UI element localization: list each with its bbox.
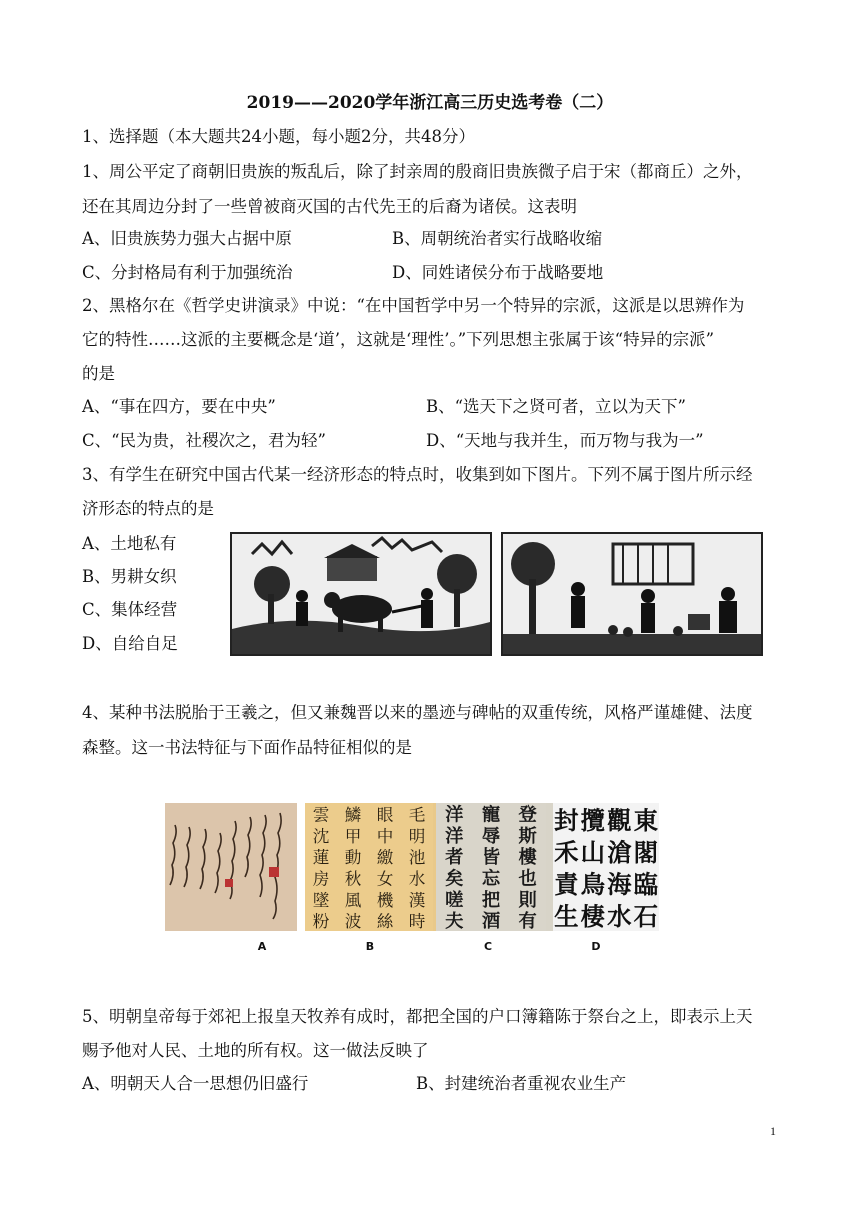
calligraphy-char: 洋: [445, 804, 464, 826]
calligraphy-char: 中: [376, 826, 394, 846]
calligraphy-char: 棲: [580, 902, 606, 931]
calligraphy-char: 明: [408, 826, 426, 846]
calligraphy-caption-d: D: [591, 940, 601, 953]
calligraphy-char: 海: [607, 870, 632, 900]
calligraphy-caption-a: A: [257, 940, 267, 953]
calligraphy-char: 池: [408, 848, 426, 868]
calligraphy-char: 有: [518, 911, 537, 931]
calligraphy-char: 樓: [518, 847, 537, 869]
question-3-option-c: C、集体经营: [82, 600, 178, 619]
question-3-stem-line1: 3、有学生在研究中国古代某一经济形态的特点时，收集到如下图片。下列不属于图片所示经: [82, 465, 753, 484]
question-3-stem-line2: 济形态的特点的是: [82, 499, 214, 518]
calligraphy-char: 臨: [633, 870, 659, 900]
calligraphy-char: 粉: [312, 912, 330, 931]
calligraphy-char: 登: [518, 804, 537, 826]
calligraphy-char: 墜: [312, 890, 330, 910]
question-2-option-c: C、“民为贵，社稷次之，君为轻”: [82, 431, 326, 450]
calligraphy-sample-b: [305, 803, 437, 931]
calligraphy-char: 皆: [481, 847, 501, 869]
calligraphy-char: 忘: [481, 868, 501, 890]
calligraphy-char: 沈: [312, 826, 330, 846]
question-2-option-d: D、“天地与我并生，而万物与我为一”: [426, 431, 704, 450]
calligraphy-char: 生: [554, 902, 579, 931]
calligraphy-char: 責: [554, 870, 579, 900]
calligraphy-char: 水: [607, 902, 632, 931]
calligraphy-char: 鱗: [344, 805, 362, 825]
calligraphy-char: 觀: [607, 806, 632, 836]
calligraphy-char: 女: [376, 869, 394, 889]
question-1-option-a: A、旧贵族势力强大占据中原: [82, 229, 292, 248]
calligraphy-char: 夫: [445, 911, 464, 931]
calligraphy-d-chars: [553, 803, 659, 931]
calligraphy-b-chars: [305, 803, 433, 931]
question-2-option-b: B、“选天下之贤可者，立以为天下”: [426, 397, 686, 416]
calligraphy-caption-c: C: [483, 940, 493, 953]
calligraphy-char: 蓮: [312, 848, 330, 868]
question-2-stem-line1: 2、黑格尔在《哲学史讲演录》中说：“在中国哲学中另一个特异的宗派，这派是以思辨作为: [82, 296, 745, 315]
page-title: 2019——2020学年浙江高三历史选考卷（二）: [246, 93, 614, 113]
calligraphy-c-chars: [436, 803, 546, 931]
question-2-stem-line2: 它的特性……这派的主要概念是‘道’，这就是‘理性’。”下列思想主张属于该“特异的宗派”: [82, 330, 715, 349]
calligraphy-char: 寵: [481, 804, 501, 826]
question-4-stem-line1: 4、某种书法脱胎于王羲之，但又兼魏晋以来的墨迹与碑帖的双重传统，风格严谨雄健、法度: [82, 703, 753, 722]
calligraphy-sample-a: [165, 803, 297, 931]
question-2-option-a: A、“事在四方，要在中央”: [82, 397, 276, 416]
question-1-stem-line2: 还在其周边分封了一些曾被商灭国的古代先王的后裔为诸侯。这表明: [82, 197, 577, 216]
calligraphy-char: 甲: [344, 826, 362, 846]
calligraphy-char: 封: [554, 806, 579, 836]
calligraphy-char: 毛: [408, 805, 426, 825]
calligraphy-char: 酒: [481, 911, 501, 931]
question-3-option-d: D、自给自足: [82, 634, 178, 653]
calligraphy-char: 閣: [633, 838, 659, 868]
calligraphy-sample-d: [553, 803, 659, 931]
calligraphy-char: 眼: [376, 805, 394, 825]
calligraphy-sample-c: [436, 803, 568, 931]
calligraphy-char: 繳: [376, 848, 394, 868]
calligraphy-char: 山: [580, 838, 606, 868]
calligraphy-char: 秋: [344, 869, 362, 889]
papercut-weaving-image: [501, 532, 763, 656]
question-4-stem-line2: 森整。这一书法特征与下面作品特征相似的是: [82, 738, 412, 757]
question-2-stem-line3: 的是: [82, 364, 115, 383]
calligraphy-char: 則: [518, 889, 537, 911]
calligraphy-char: 辱: [481, 825, 501, 847]
question-5-option-a: A、明朝天人合一思想仍旧盛行: [82, 1074, 309, 1093]
calligraphy-char: 東: [633, 806, 659, 836]
question-1-option-c: C、分封格局有利于加强统治: [82, 263, 293, 282]
question-3-option-a: A、土地私有: [82, 534, 177, 553]
calligraphy-char: 鳥: [580, 870, 606, 900]
question-1-option-d: D、同姓诸侯分布于战略要地: [392, 263, 604, 282]
question-5-option-b: B、封建统治者重视农业生产: [416, 1074, 627, 1093]
calligraphy-char: 漢: [408, 890, 426, 910]
calligraphy-char: 攬: [580, 806, 606, 836]
calligraphy-char: 波: [344, 912, 362, 931]
calligraphy-char: 風: [344, 890, 362, 910]
section-heading: 1、选择题（本大题共24小题，每小题2分，共48分）: [82, 127, 475, 146]
question-3-option-b: B、男耕女织: [82, 567, 177, 586]
calligraphy-char: 禾: [554, 838, 579, 868]
calligraphy-char: 雲: [312, 805, 330, 825]
calligraphy-char: 把: [481, 889, 501, 911]
calligraphy-char: 時: [408, 912, 426, 931]
calligraphy-char: 斯: [518, 825, 537, 847]
calligraphy-char: 動: [344, 848, 362, 868]
calligraphy-char: 絲: [376, 912, 394, 931]
calligraphy-char: 矣: [445, 868, 464, 890]
calligraphy-char: 水: [408, 869, 426, 889]
calligraphy-char: 滄: [607, 838, 632, 868]
question-5-stem-line2: 赐予他对人民、土地的所有权。这一做法反映了: [82, 1041, 429, 1060]
calligraphy-char: 嗟: [445, 889, 464, 911]
question-1-stem-line1: 1、周公平定了商朝旧贵族的叛乱后，除了封亲周的殷商旧贵族微子启于宋（都商丘）之外，: [82, 162, 753, 181]
page-number: 1: [770, 1124, 776, 1138]
question-5-stem-line1: 5、明朝皇帝每于郊祀上报皇天牧养有成时，都把全国的户口簿籍陈于祭台之上，即表示上天: [82, 1007, 753, 1026]
calligraphy-char: 洋: [445, 825, 464, 847]
calligraphy-char: 房: [312, 869, 330, 889]
calligraphy-char: 者: [445, 847, 464, 869]
calligraphy-char: 也: [518, 868, 537, 890]
calligraphy-caption-b: B: [365, 940, 375, 953]
question-1-option-b: B、周朝统治者实行战略收缩: [392, 229, 603, 248]
calligraphy-char: 機: [376, 890, 394, 910]
papercut-plowing-image: [230, 532, 492, 656]
calligraphy-char: 石: [633, 902, 659, 931]
